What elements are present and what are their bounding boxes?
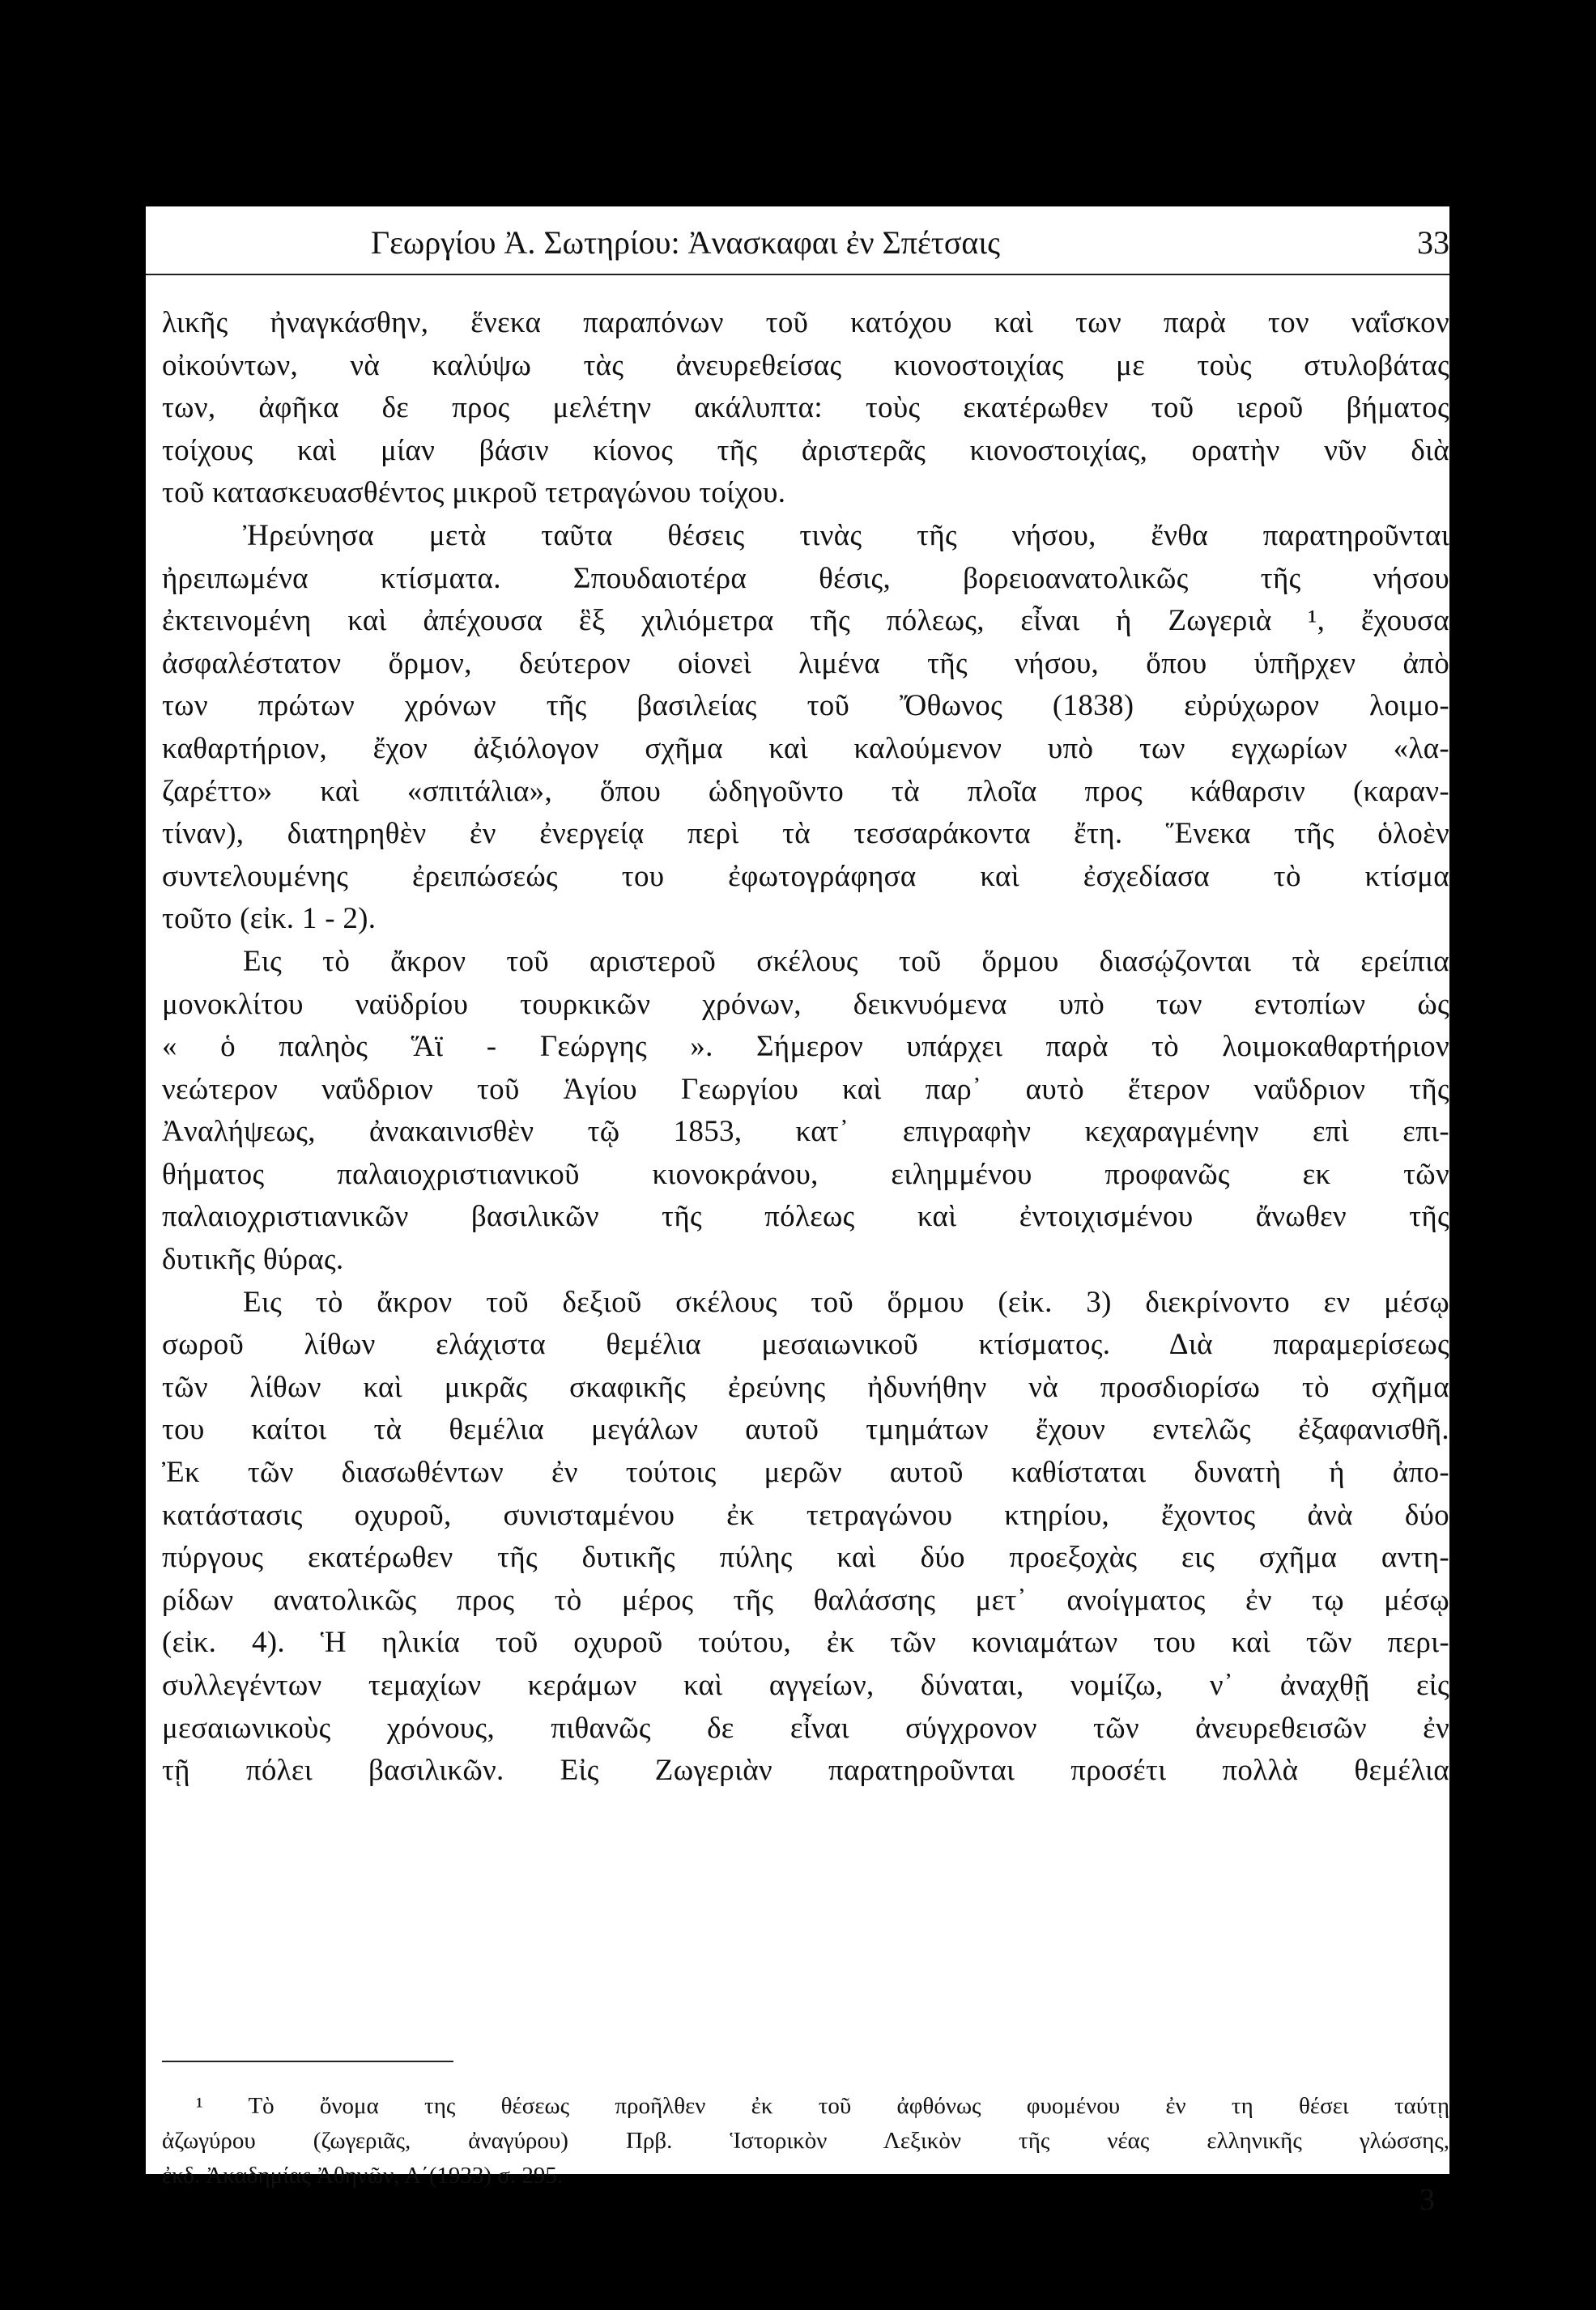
- text-line: « ὁ παληὸς Ἅϊ - Γεώργης ». Σήμερον υπάρχει παρὰ τὸ λοιμοκαθαρτήριον: [162, 1030, 1449, 1064]
- text-line: συντελουμένης ἐρειπώσεώς του ἐφωτογράφησα καὶ ἐσχεδίασα τὸ κτίσμα: [162, 859, 1449, 893]
- text-line: κατάστασις οχυροῦ, συνισταμένου ἐκ τετραγώνου κτηρίου, ἔχοντος ἀνὰ δύο: [162, 1498, 1449, 1532]
- text-line: μεσαιωνικοὺς χρόνους, πιθανῶς δε εἶναι σύγχρονον τῶν ἀνευρεθεισῶν ἐν: [162, 1711, 1449, 1745]
- body-text: [162, 302, 1449, 1793]
- text-line: τῶν λίθων καὶ μικρᾶς σκαφικῆς ἐρεύνης ἠδυνήθην νὰ προσδιορίσω τὸ σχῆμα: [162, 1370, 1449, 1404]
- paragraph-start: Εις τὸ ἄκρον τοῦ αριστεροῦ σκέλους τοῦ ὅρμου διασῴζονται τὰ ερείπια: [243, 944, 1449, 978]
- book-page: [146, 206, 1449, 2217]
- footnote-line: ἀζωγύρου (ζωγεριᾶς, ἀναγύρου) Πρβ. Ἱστορικὸν Λεξικὸν τῆς νέας ελληνικῆς γλώσσης,: [162, 2128, 1449, 2154]
- text-line: σωροῦ λίθων ελάχιστα θεμέλια μεσαιωνικοῦ κτίσματος. Διὰ παραμερίσεως: [162, 1328, 1449, 1362]
- text-line: ρίδων ανατολικῶς προς τὸ μέρος τῆς θαλάσσης μετ᾽ ανοίγματος ἐν τῳ μέσῳ: [162, 1583, 1449, 1617]
- text-line: τοῦ κατασκευασθέντος μικροῦ τετραγώνου τοίχου.: [162, 476, 786, 510]
- text-line: ἠρειπωμένα κτίσματα. Σπουδαιοτέρα θέσις, βορειοανατολικῶς τῆς νήσου: [162, 561, 1449, 595]
- text-line: Ἀναλήψεως, ἀνακαινισθὲν τῷ 1853, κατ᾽ επιγραφὴν κεχαραγμένην επὶ επι-: [162, 1115, 1449, 1149]
- text-line: τῇ πόλει βασιλικῶν. Εἰς Ζωγεριὰν παρατηροῦνται προσέτι πολλὰ θεμέλια: [162, 1754, 1449, 1788]
- text-line: συλλεγέντων τεμαχίων κεράμων καὶ αγγείων, δύναται, νομίζω, ν᾽ ἀναχθῇ εἰς: [162, 1669, 1449, 1702]
- paragraph-start: Ἠρεύνησα μετὰ ταῦτα θέσεις τινὰς τῆς νήσου, ἔνθα παρατηροῦνται: [243, 518, 1449, 552]
- text-line: θήματος παλαιοχριστιανικοῦ κιονοκράνου, ειλημμένου προφανῶς εκ τῶν: [162, 1157, 1449, 1191]
- text-line: του καίτοι τὰ θεμέλια μεγάλων αυτοῦ τμημάτων ἔχουν εντελῶς ἐξαφανισθῆ.: [162, 1413, 1449, 1447]
- text-line: ἐκτεινομένη καὶ ἀπέχουσα ἓξ χιλιόμετρα τῆς πόλεως, εἶναι ἡ Ζωγεριὰ ¹, ἔχουσα: [162, 604, 1449, 638]
- signature-mark: 3: [1419, 2183, 1435, 2217]
- running-title: Γεωργίου Ἀ. Σωτηρίου: Ἀνασκαφαι ἐν Σπέτσαις: [371, 224, 1000, 261]
- text-line: δυτικῆς θύρας.: [162, 1243, 344, 1277]
- text-line: (εἰκ. 4). Ἡ ηλικία τοῦ οχυροῦ τούτου, ἐκ τῶν κονιαμάτων του καὶ τῶν περι-: [162, 1626, 1449, 1660]
- text-line: νεώτερον ναΰδριον τοῦ Ἁγίου Γεωργίου καὶ παρ᾽ αυτὸ ἕτερον ναΰδριον τῆς: [162, 1072, 1449, 1106]
- footnote-rule: [162, 2061, 453, 2062]
- footnotes: [162, 2089, 1449, 2193]
- text-line: τοῦτο (εἰκ. 1 - 2).: [162, 902, 377, 936]
- text-line: ἀσφαλέστατον ὅρμον, δεύτερον οἱονεὶ λιμένα τῆς νήσου, ὅπου ὑπῆρχεν ἀπὸ: [162, 646, 1449, 680]
- text-line: των πρώτων χρόνων τῆς βασιλείας τοῦ Ὄθωνος (1838) εὐρύχωρον λοιμο-: [162, 689, 1449, 723]
- running-header: [146, 223, 1449, 271]
- text-line: τίναν), διατηρηθὲν ἐν ἐνεργείᾳ περὶ τὰ τεσσαράκοντα ἔτη. Ἕνεκα τῆς ὁλοὲν: [162, 817, 1449, 851]
- text-line: ζαρέττο» καὶ «σπιτάλια», ὅπου ὡδηγοῦντο τὰ πλοῖα προς κάθαρσιν (καραν-: [162, 774, 1449, 808]
- text-line: Ἐκ τῶν διασωθέντων ἐν τούτοις μερῶν αυτοῦ καθίσταται δυνατὴ ἡ ἀπο-: [162, 1456, 1449, 1490]
- page-number: 33: [1417, 224, 1449, 261]
- text-line: παλαιοχριστιανικῶν βασιλικῶν τῆς πόλεως καὶ ἐντοιχισμένου ἄνωθεν τῆς: [162, 1200, 1449, 1234]
- footnote-line: ¹ Τὸ ὄνομα της θέσεως προῆλθεν ἐκ τοῦ ἀφθόνως φυομένου ἐν τη θέσει ταύτῃ: [196, 2093, 1449, 2119]
- paragraph-start: Εις τὸ ἄκρον τοῦ δεξιοῦ σκέλους τοῦ ὅρμου (εἰκ. 3) διεκρίνοντο εν μέσῳ: [243, 1285, 1449, 1319]
- header-rule: [146, 274, 1449, 275]
- text-line: καθαρτήριον, ἔχον ἀξιόλογον σχῆμα καὶ καλούμενον υπὸ των εγχωρίων «λα-: [162, 731, 1449, 765]
- text-line: τοίχους καὶ μίαν βάσιν κίονος τῆς ἀριστερᾶς κιονοστοιχίας, ορατὴν νῦν διὰ: [162, 433, 1449, 467]
- text-line: των, ἀφῆκα δε προς μελέτην ακάλυπτα: τοὺς εκατέρωθεν τοῦ ιεροῦ βήματος: [162, 391, 1449, 425]
- text-line: μονοκλίτου ναϋδρίου τουρκικῶν χρόνων, δεικνυόμενα υπὸ των εντοπίων ὡς: [162, 987, 1449, 1021]
- text-line: οἰκούντων, νὰ καλύψω τὰς ἀνευρεθείσας κιονοστοιχίας με τοὺς στυλοβάτας: [162, 348, 1449, 382]
- text-line: λικῆς ἠναγκάσθην, ἕνεκα παραπόνων τοῦ κατόχου καὶ των παρὰ τον ναΐσκον: [162, 306, 1449, 339]
- text-line: πύργους εκατέρωθεν τῆς δυτικῆς πύλης καὶ δύο προεξοχὰς εις σχῆμα αντη-: [162, 1541, 1449, 1575]
- footnote-line: ἐκδ. Ἀκαδημίας Ἀθηνῶν, Α΄(1933) σ. 295.: [162, 2163, 564, 2189]
